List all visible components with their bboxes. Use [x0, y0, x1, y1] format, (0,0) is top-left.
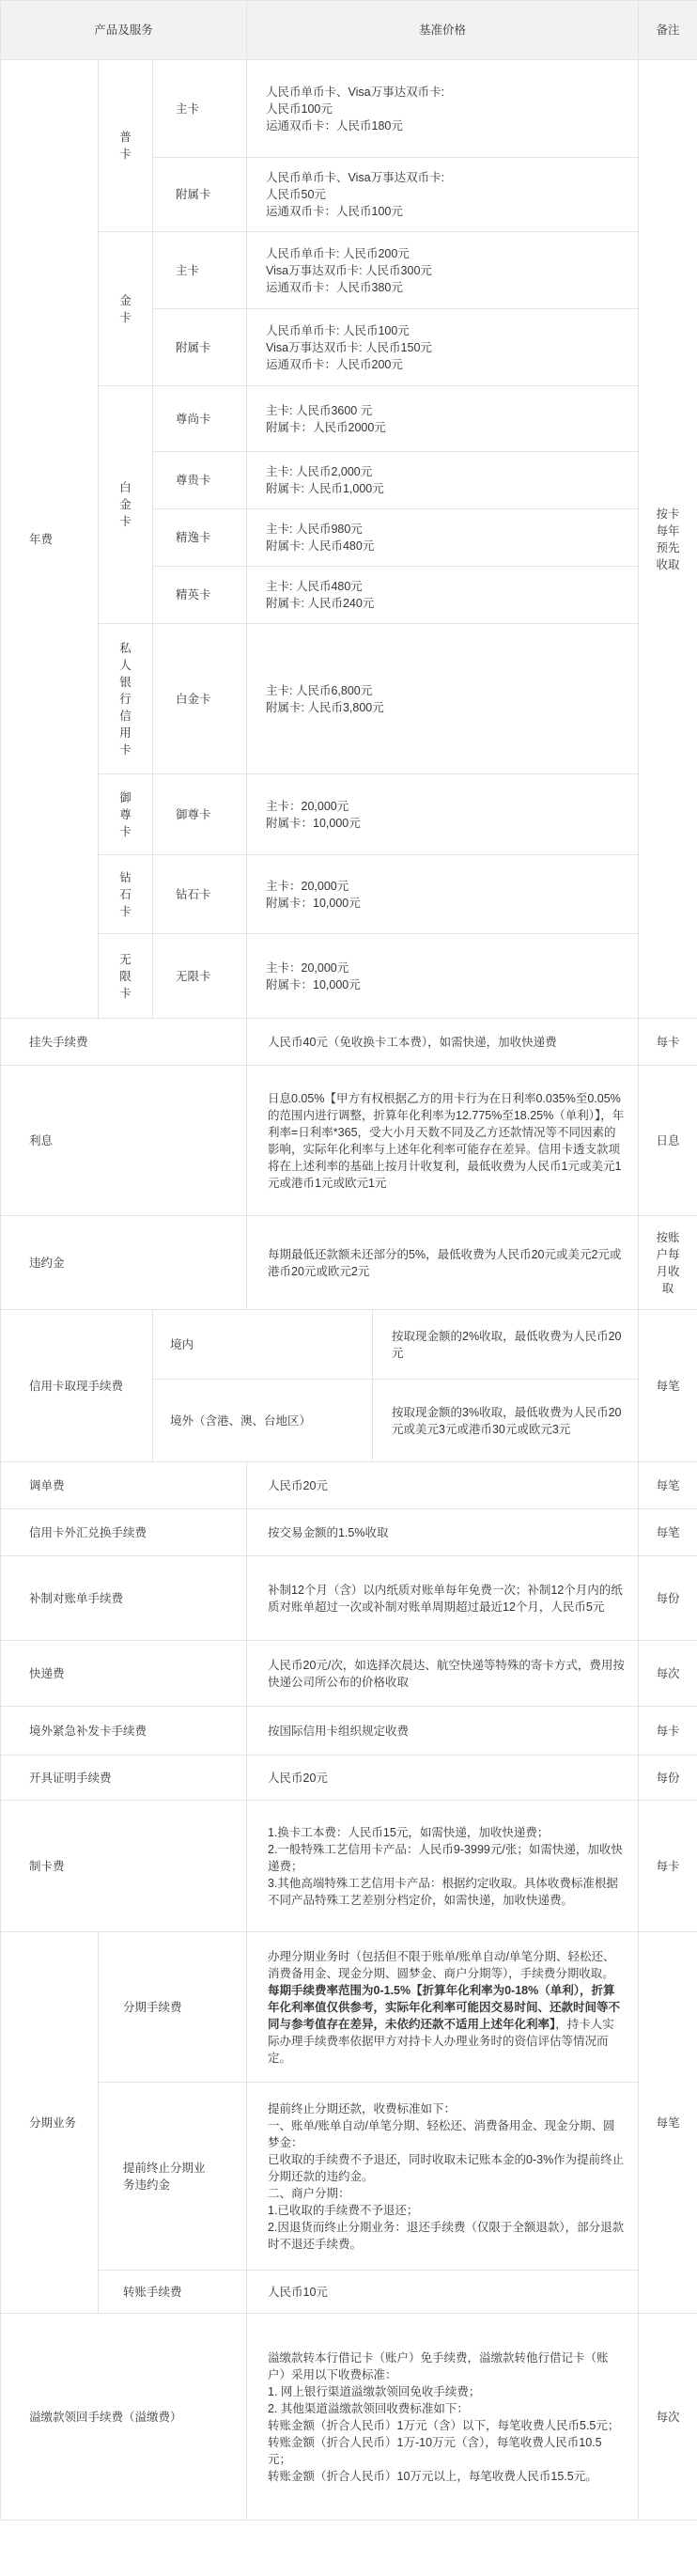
price-line: 1.已收取的手续费不予退还；	[268, 2203, 419, 2217]
interest-label: 利息	[1, 1066, 247, 1216]
card-price	[247, 60, 639, 158]
price-line: Visa万事达双币卡: 人民币300元	[266, 263, 432, 277]
price-line: 运通双币卡：人民币180元	[266, 118, 403, 133]
price-line: 人民币50元	[266, 188, 326, 201]
table-row	[1, 1509, 697, 1556]
card-type: 精英卡	[153, 567, 247, 624]
statement-note: 每份	[639, 1556, 697, 1641]
fee-bold: 每期手续费率范围为0-1.5%【折算年化利率为0-18%（单利），折算年化利率值仅供参考，实际年化利率可能因交易时间、还款时间等不同与参考值存在差异，未依约还款不适用上述年化利率】	[268, 1983, 621, 2031]
emergency-label: 境外紧急补发卡手续费	[1, 1707, 247, 1756]
certificate-price: 人民币20元	[247, 1756, 639, 1801]
price-line: 主卡: 人民币6,800元	[266, 683, 373, 697]
fx-price: 按交易金额的1.5%收取	[247, 1509, 639, 1556]
table-row	[1, 232, 697, 309]
fee-post: ，持卡人实际办理手续费率依据甲方对持卡人办理业务时的资信评估等情况而定。	[268, 2017, 614, 2065]
header-price: 基准价格	[247, 1, 639, 60]
group-text: 私人银行信用卡	[119, 641, 132, 757]
card-type: 尊尚卡	[153, 386, 247, 452]
card-price	[247, 567, 639, 624]
overflow-label: 溢缴款领回手续费（溢缴费）	[1, 2314, 247, 2521]
card-price	[247, 934, 639, 1019]
card-group-name	[99, 934, 153, 1019]
price-line: 2. 其他渠道溢缴款领回收费标准如下：	[268, 2401, 469, 2415]
table-row	[1, 774, 697, 855]
statement-label: 补制对账单手续费	[1, 1556, 247, 1641]
fee-pre: 办理分期业务时（包括但不限于账单/账单自动/单笔分期、轻松还、消费备用金、现金分期、圆梦金、商户分期等），手续费分期收取。	[268, 1949, 615, 1980]
making-label: 制卡费	[1, 1801, 247, 1932]
price-line: 2.因退货而终止分期业务：退还手续费（仅限于全额退款），部分退款时不退还手续费。	[268, 2220, 625, 2251]
card-price	[247, 232, 639, 309]
interest-note: 日息	[639, 1066, 697, 1216]
overflow-note: 每次	[639, 2314, 697, 2521]
card-price	[247, 509, 639, 567]
card-price	[247, 624, 639, 774]
emergency-price: 按国际信用卡组织规定收费	[247, 1707, 639, 1756]
price-line: 人民币100元	[266, 101, 333, 116]
price-line: 人民币单币卡: 人民币200元	[266, 246, 410, 260]
cash-advance-note: 每笔	[639, 1310, 697, 1462]
table-row	[1, 624, 697, 774]
price-line: 附属卡：10,000元	[266, 977, 361, 991]
price-line: 附属卡: 人民币1,000元	[266, 482, 384, 495]
table-row	[1, 1066, 697, 1216]
installment-fee-label: 分期手续费	[99, 1932, 247, 2083]
installment-early-price	[247, 2083, 639, 2271]
group-text: 白金卡	[119, 481, 132, 528]
table-row	[1, 1932, 697, 2083]
note-text: 按账户每月收取	[656, 1230, 680, 1295]
price-line: 运通双币卡：人民币380元	[266, 280, 403, 294]
price-line: 二、商户分期：	[268, 2186, 350, 2200]
price-line: 主卡：20,000元	[266, 879, 349, 893]
installment-early-label	[99, 2083, 247, 2271]
table-row	[1, 1216, 697, 1310]
card-type: 御尊卡	[153, 774, 247, 855]
price-line: 运通双币卡：人民币100元	[266, 205, 403, 218]
express-label: 快递费	[1, 1641, 247, 1707]
group-text: 钻石卡	[119, 870, 132, 918]
price-line: 转账金额（折合人民币）10万元以上，每笔收费人民币15.5元。	[268, 2469, 597, 2483]
lost-card-note: 每卡	[639, 1019, 697, 1066]
card-type: 钻石卡	[153, 855, 247, 934]
making-note: 每卡	[639, 1801, 697, 1932]
group-text: 金卡	[119, 293, 132, 324]
cash-price: 按取现金额的3%收取，最低收费为人民币20元或美元3元或港币30元或欧元3元	[373, 1380, 639, 1462]
installment-transfer-price: 人民币10元	[247, 2271, 639, 2314]
price-line: 主卡：20,000元	[266, 960, 349, 975]
transfer-label: 调单费	[1, 1462, 247, 1509]
installment-label: 分期业务	[1, 1932, 99, 2314]
price-line: 转账金额（折合人民币）1万-10万元（含），每笔收费人民币10.5元；	[268, 2435, 602, 2466]
emergency-note: 每卡	[639, 1707, 697, 1756]
statement-price: 补制12个月（含）以内纸质对账单每年免费一次；补制12个月内的纸质对账单超过一次或补制对账单周期超过最近12个月，人民币5元	[247, 1556, 639, 1641]
fx-label: 信用卡外汇兑换手续费	[1, 1509, 247, 1556]
group-text: 普卡	[119, 131, 132, 161]
price-line: 主卡: 人民币980元	[266, 523, 363, 536]
price-line: 1. 网上银行渠道溢缴款领回免收手续费；	[268, 2384, 481, 2398]
price-line: 主卡: 人民币3600 元	[266, 403, 373, 417]
certificate-note: 每份	[639, 1756, 697, 1801]
price-line: 附属卡：人民币2000元	[266, 420, 386, 434]
price-line: 3.其他高端特殊工艺信用卡产品：根据约定收取。具体收费标准根据不同产品特殊工艺差别分档定价，如需快递，加收快递费。	[268, 1876, 618, 1907]
penalty-note	[639, 1216, 697, 1310]
price-line: 附属卡: 人民币480元	[266, 539, 375, 553]
table-row	[1, 60, 697, 158]
card-type: 白金卡	[153, 624, 247, 774]
penalty-label: 违约金	[1, 1216, 247, 1310]
card-group-name	[99, 386, 153, 624]
interest-price: 日息0.05%【甲方有权根据乙方的用卡行为在日利率0.035%至0.05%的范围内进行调整，折算年化利率为12.775%至18.25%（单利）】，年利率=日利率*365，受大小月天数不同及乙方还款情况等不同因素的影响，实际年化利率与上述年化利率可能存在差异。信用卡透支款项将在上述利率的基础上按月计收复利，最低收费为人民币1元或美元1元或港币1元或欧元1元	[247, 1066, 639, 1216]
price-line: 一、账单/账单自动/单笔分期、轻松还、消费备用金、现金分期、圆梦金：	[268, 2118, 615, 2149]
certificate-label: 开具证明手续费	[1, 1756, 247, 1801]
table-row	[1, 1756, 697, 1801]
table-row	[1, 1801, 697, 1932]
note-text: 按卡每年预先收取	[656, 507, 680, 571]
penalty-price: 每期最低还款额未还部分的5%，最低收费为人民币20元或美元2元或港币20元或欧元2元	[247, 1216, 639, 1310]
annual-fee-note	[639, 60, 697, 1019]
early-label-text: 提前终止分期业务违约金	[123, 2161, 206, 2192]
table-row	[1, 1310, 697, 1380]
price-line: 人民币单币卡: 人民币100元	[266, 323, 410, 337]
price-line: 1.换卡工本费：人民币15元，如需快递，加收快递费；	[268, 1825, 550, 1839]
card-group-name	[99, 60, 153, 232]
card-type: 附属卡	[153, 158, 247, 232]
price-line: 主卡：20,000元	[266, 799, 349, 813]
group-text: 御尊卡	[119, 790, 132, 838]
card-price	[247, 452, 639, 509]
price-line: 人民币单币卡、Visa万事达双币卡:	[266, 85, 445, 99]
transfer-price: 人民币20元	[247, 1462, 639, 1509]
card-price	[247, 309, 639, 386]
table-row	[1, 2083, 697, 2271]
table-row	[1, 1556, 697, 1641]
price-line: 主卡: 人民币2,000元	[266, 465, 373, 478]
card-price	[247, 855, 639, 934]
group-text: 无限卡	[119, 952, 132, 1000]
price-line: Visa万事达双币卡: 人民币150元	[266, 340, 432, 354]
card-type: 精逸卡	[153, 509, 247, 567]
price-line: 主卡: 人民币480元	[266, 580, 363, 593]
card-price	[247, 774, 639, 855]
card-type: 主卡	[153, 232, 247, 309]
overflow-price	[247, 2314, 639, 2521]
card-type: 无限卡	[153, 934, 247, 1019]
header-note: 备注	[639, 1, 697, 60]
card-group-name	[99, 624, 153, 774]
price-line: 溢缴款转本行借记卡（账户）免手续费，溢缴款转他行借记卡（账户）采用以下收费标准：	[268, 2350, 609, 2381]
price-line: 2.一般特殊工艺信用卡产品：人民币9-3999元/张；如需快递，加收快递费；	[268, 1842, 623, 1873]
table-row	[1, 386, 697, 452]
table-header	[1, 1, 697, 60]
price-line: 附属卡: 人民币240元	[266, 597, 375, 610]
table-row	[1, 1019, 697, 1066]
price-line: 附属卡：10,000元	[266, 896, 361, 910]
price-line: 运通双币卡：人民币200元	[266, 357, 403, 371]
table-row	[1, 1462, 697, 1509]
card-type: 附属卡	[153, 309, 247, 386]
installment-fee-price	[247, 1932, 639, 2083]
price-line: 附属卡：10,000元	[266, 816, 361, 830]
price-line: 已收取的手续费不予退还，同时收取未记账本金的0-3%作为提前终止分期还款的违约金。	[268, 2152, 625, 2183]
lost-card-label: 挂失手续费	[1, 1019, 247, 1066]
price-line: 转账金额（折合人民币）1万元（含）以下，每笔收费人民币5.5元；	[268, 2418, 620, 2432]
fx-note: 每笔	[639, 1509, 697, 1556]
price-line: 提前终止分期还款，收费标准如下：	[268, 2101, 457, 2115]
express-price: 人民币20元/次，如选择次晨达、航空快递等特殊的寄卡方式，费用按快递公司所公布的价格收取	[247, 1641, 639, 1707]
card-group-name	[99, 855, 153, 934]
price-line: 人民币单币卡、Visa万事达双币卡:	[266, 171, 445, 184]
transfer-note: 每笔	[639, 1462, 697, 1509]
installment-note: 每笔	[639, 1932, 697, 2314]
cash-region: 境内	[153, 1310, 373, 1380]
making-price	[247, 1801, 639, 1932]
card-group-name	[99, 774, 153, 855]
price-line: 附属卡: 人民币3,800元	[266, 700, 384, 714]
table-row	[1, 934, 697, 1019]
table-row	[1, 2271, 697, 2314]
table-row	[1, 1641, 697, 1707]
card-type: 尊贵卡	[153, 452, 247, 509]
header-product: 产品及服务	[1, 1, 247, 60]
cash-region: 境外（含港、澳、台地区）	[153, 1380, 373, 1462]
cash-price: 按取现金额的2%收取，最低收费为人民币20元	[373, 1310, 639, 1380]
table-row	[1, 855, 697, 934]
table-row	[1, 1707, 697, 1756]
express-note: 每次	[639, 1641, 697, 1707]
annual-fee-label: 年费	[1, 60, 99, 1019]
card-type: 主卡	[153, 60, 247, 158]
card-price	[247, 158, 639, 232]
installment-transfer-label: 转账手续费	[99, 2271, 247, 2314]
table-row	[1, 2314, 697, 2521]
cash-advance-label: 信用卡取现手续费	[1, 1310, 153, 1462]
lost-card-price: 人民币40元（免收换卡工本费），如需快递，加收快递费	[247, 1019, 639, 1066]
card-price	[247, 386, 639, 452]
card-group-name	[99, 232, 153, 386]
